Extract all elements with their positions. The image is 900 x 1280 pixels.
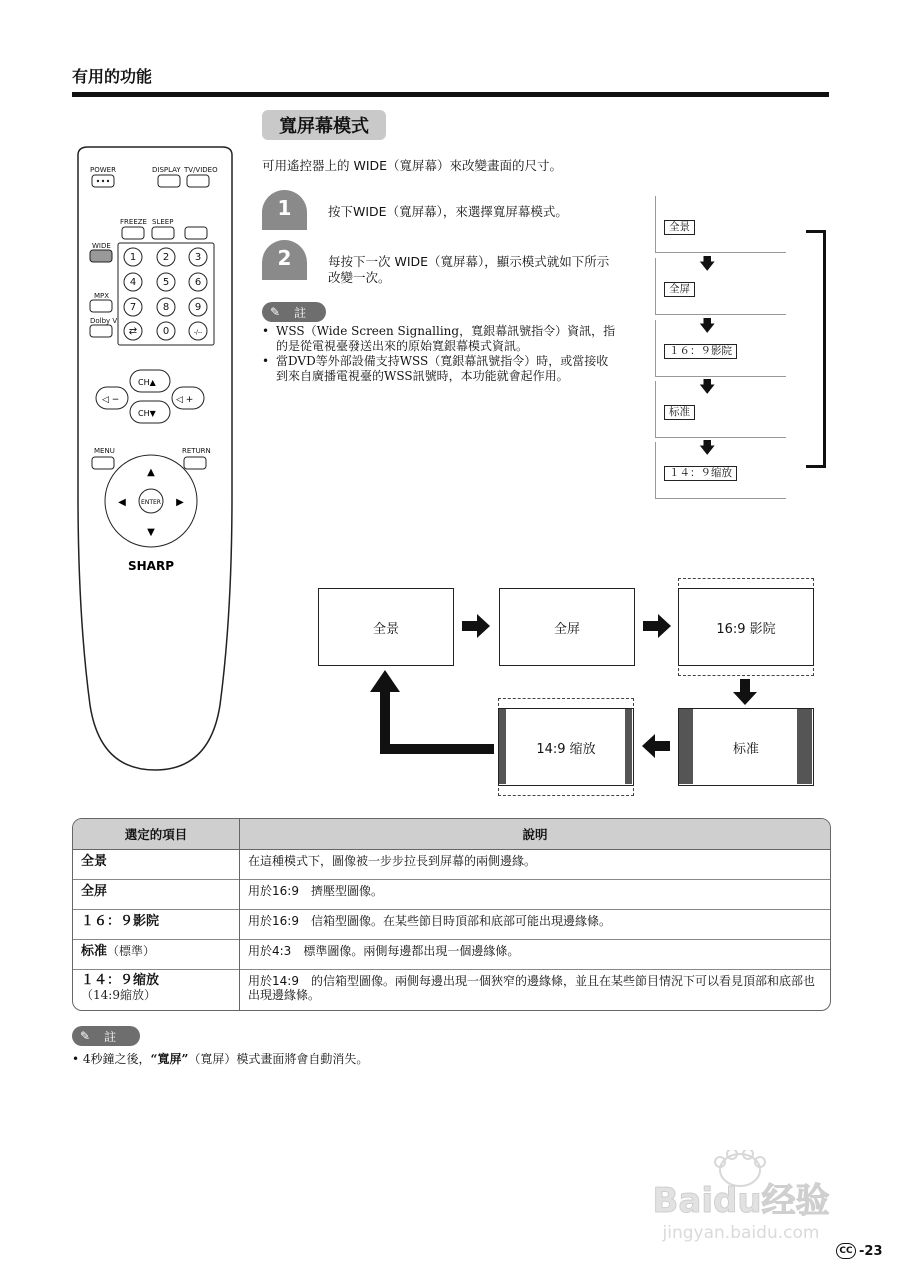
page-number — [836, 1243, 883, 1259]
remote-digit-label: 4 — [129, 277, 137, 288]
remote-mpx-label: MPX — [94, 292, 110, 300]
right-arrow-icon — [462, 614, 490, 638]
mode-description-table — [72, 818, 831, 1011]
mode-label: １６：９影院 — [664, 344, 737, 359]
section-title: 有用的功能 — [72, 67, 153, 86]
table-row — [73, 910, 830, 940]
svg-text:◀: ◀ — [118, 497, 126, 508]
baidu-watermark — [636, 1150, 846, 1250]
table-row — [73, 970, 830, 1011]
mode-row-cinema — [655, 316, 786, 377]
note-2-text — [72, 1050, 368, 1067]
table-desc: 用於14:9 的信箱型圖像。兩側每邊出現一個狹窄的邊緣條，並且在某些節目情況下可以看見頂部和底部也出現邊緣條。 — [240, 970, 831, 1011]
pencil-icon: ✎ — [80, 1029, 91, 1043]
note-2-suffix: （寬屏）模式畫面將會自動消失。 — [188, 1052, 369, 1066]
mode-label: 全景 — [664, 220, 695, 235]
note-badge — [262, 302, 326, 322]
remote-digit-label: 3 — [194, 252, 202, 263]
down-arrow-icon: 🡇 — [699, 377, 716, 396]
note-badge — [72, 1026, 140, 1046]
down-arrow-icon — [733, 679, 757, 705]
remote-digit-label: ⇄ — [128, 326, 138, 337]
table-row — [73, 850, 830, 880]
svg-text:▶: ▶ — [176, 497, 184, 508]
note-label: 註 — [294, 305, 307, 320]
table-item-sub: （標準） — [107, 944, 156, 958]
remote-power-label: POWER — [90, 166, 116, 174]
svg-text:jingyan.baidu.com: jingyan.baidu.com — [662, 1223, 820, 1243]
flow-box-panorama — [318, 588, 454, 666]
flow-label: 标准 — [732, 741, 759, 757]
mode-label: １４：９缩放 — [664, 466, 737, 481]
note-bullet: • — [72, 1052, 83, 1066]
remote-digit-label: 2 — [162, 252, 170, 263]
remote-digit-label: -/-- — [193, 329, 203, 336]
pencil-icon: ✎ — [270, 305, 281, 319]
table-desc: 用於16:9 擠壓型圖像。 — [240, 880, 831, 910]
remote-return-label: RETURN — [182, 447, 211, 455]
svg-text:◁ −: ◁ − — [102, 395, 120, 405]
remote-sleep-label: SLEEP — [152, 218, 174, 226]
remote-tvvideo-label: TV/VIDEO — [184, 166, 218, 174]
step-2-badge: 2 — [262, 240, 307, 280]
header-rule — [72, 92, 829, 97]
left-arrow-icon — [642, 734, 670, 758]
flow-box-normal — [678, 708, 814, 786]
remote-digit-label: 6 — [194, 277, 202, 288]
remote-freeze-label: FREEZE — [120, 218, 147, 226]
mode-row-full — [655, 254, 786, 315]
down-arrow-icon: 🡇 — [699, 438, 716, 457]
table-header-desc: 說明 — [240, 819, 831, 850]
flow-label: 16:9 影院 — [716, 621, 776, 637]
svg-text:▲: ▲ — [147, 467, 155, 478]
table-item-sub: （14:9縮放） — [81, 988, 156, 1002]
table-item: １６：９影院 — [81, 914, 160, 929]
note-label: 註 — [104, 1029, 117, 1044]
table-item: １４：９缩放 — [81, 973, 160, 988]
table-desc: 用於16:9 信箱型圖像。在某些節目時頂部和底部可能出現邊緣條。 — [240, 910, 831, 940]
remote-wide-label: WIDE — [92, 242, 111, 250]
svg-text:◁ +: ◁ + — [176, 395, 194, 405]
flow-box-full — [499, 588, 635, 666]
remote-digit-label: 1 — [129, 252, 137, 263]
step-1-badge: 1 — [262, 190, 307, 230]
flow-label: 全景 — [372, 621, 399, 637]
remote-display-label: DISPLAY — [152, 166, 181, 174]
wide-intro-text: 可用遙控器上的 WIDE（寬屏幕）來改變畫面的尺寸。 — [262, 158, 563, 173]
mode-label: 全屏 — [664, 282, 695, 297]
svg-text:▼: ▼ — [147, 527, 155, 538]
side-bar-right — [625, 709, 632, 784]
svg-text:Baidu经验: Baidu经验 — [652, 1181, 830, 1221]
cc-icon: CC — [836, 1243, 856, 1259]
right-arrow-icon — [643, 614, 671, 638]
table-item: 全景 — [81, 854, 108, 869]
svg-text:CH▼: CH▼ — [138, 409, 156, 418]
return-arrow-icon — [370, 668, 494, 756]
table-item: 标准 — [81, 944, 108, 959]
table-desc: 在這種模式下，圖像被一步步拉長到屏幕的兩側邊緣。 — [248, 854, 537, 868]
note-item: • WSS（Wide Screen Signalling，寬銀幕訊號指令）資訊，指的是從電視臺發送出來的原始寬銀幕模式資訊。 — [262, 324, 617, 353]
svg-text:SHARP: SHARP — [127, 559, 175, 573]
mode-row-zoom — [655, 438, 786, 499]
remote-control-illustration — [70, 145, 240, 775]
side-bar-left — [499, 709, 506, 784]
flow-label: 14:9 缩放 — [536, 741, 596, 757]
remote-digit-label: 5 — [162, 277, 170, 288]
step-2-text: 每按下一次 WIDE（寬屏幕），顯示模式就如下所示改變一次。 — [328, 254, 610, 285]
remote-digit-label: 0 — [162, 326, 170, 337]
svg-text:ENTER: ENTER — [141, 499, 161, 506]
note-2-prefix: 4秒鐘之後， — [82, 1052, 151, 1066]
remote-dolby-label: Dolby V — [90, 317, 118, 325]
note-item: • 當DVD等外部設備支持WSS（寬銀幕訊號指令）時，或當接收到來自廣播電視臺的WSS訊號時，本功能就會起作用。 — [262, 354, 617, 383]
table-header-item: 選定的項目 — [73, 819, 240, 850]
remote-digit-label: 8 — [162, 302, 170, 313]
wide-mode-title: 寬屏幕模式 — [262, 110, 386, 140]
note-2-strong: “寬屏” — [150, 1052, 189, 1066]
table-row — [73, 880, 830, 910]
side-bar-right — [797, 709, 812, 784]
table-desc: 用於4:3 標準圖像。兩側每邊都出現一個邊緣條。 — [240, 940, 831, 970]
note-list — [262, 324, 617, 384]
mode-row-panorama — [655, 196, 786, 253]
flow-box-cinema — [678, 588, 814, 666]
remote-menu-label: MENU — [94, 447, 115, 455]
side-bar-left — [679, 709, 693, 784]
remote-digit-label: 7 — [129, 302, 137, 313]
down-arrow-icon: 🡇 — [699, 316, 716, 335]
flow-box-zoom — [498, 708, 634, 786]
page-number-text: -23 — [859, 1243, 883, 1259]
step-1-text: 按下WIDE（寬屏幕），來選擇寬屏幕模式。 — [328, 204, 568, 219]
mode-row-normal — [655, 377, 786, 438]
cycle-bracket — [806, 230, 826, 468]
down-arrow-icon: 🡇 — [699, 254, 716, 273]
flow-label: 全屏 — [553, 621, 580, 637]
table-item: 全屏 — [81, 884, 108, 899]
svg-text:CH▲: CH▲ — [138, 378, 156, 387]
mode-label: 标准 — [664, 405, 695, 420]
table-row — [73, 940, 830, 970]
remote-digit-label: 9 — [194, 302, 202, 313]
